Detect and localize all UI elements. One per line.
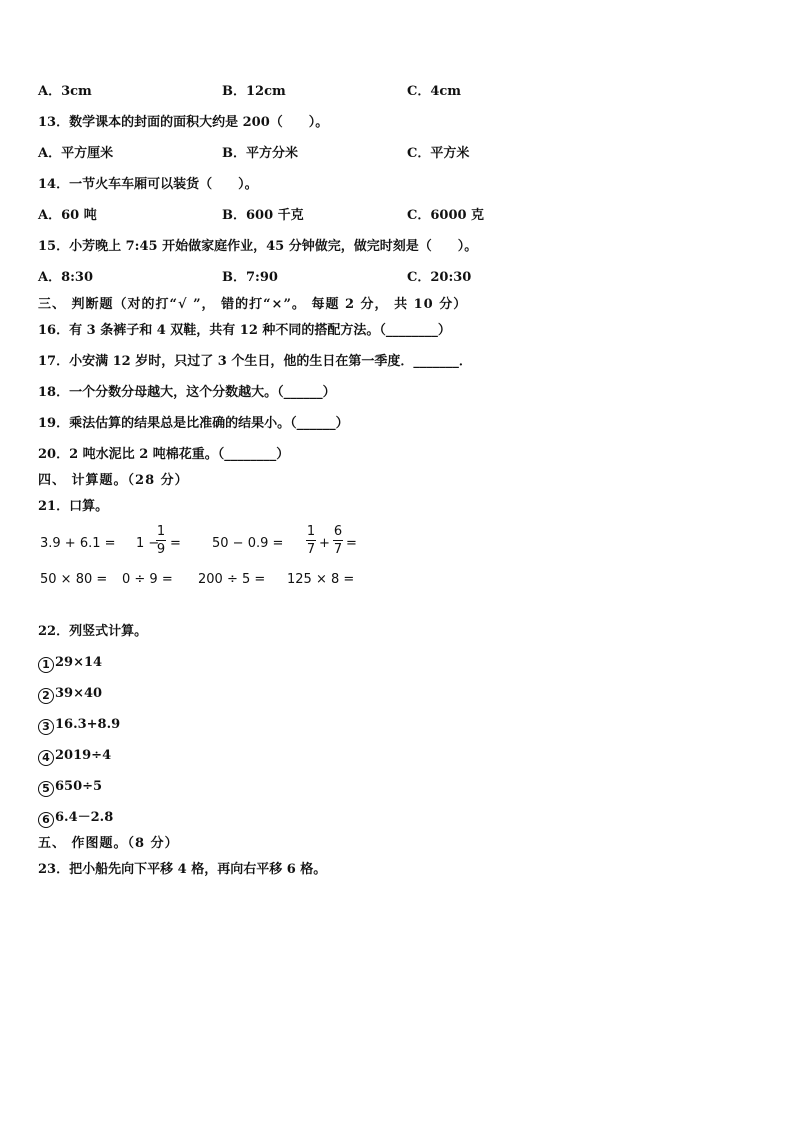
circled-number: 5 <box>38 781 54 797</box>
calc-expression: 6.4－2.8 <box>55 810 114 825</box>
expr-1-minus-prefix: 1 − <box>136 536 160 551</box>
question-17: 17．小安满 12 岁时，只过了 3 个生日，他的生日在第一季度．_______． <box>38 354 472 369</box>
plus-sign: + <box>319 536 330 551</box>
question-20: 20．2 吨水泥比 2 吨棉花重。（________） <box>38 447 290 462</box>
question-18: 18．一个分数分母越大，这个分数越大。（______） <box>38 385 336 400</box>
question-14: 14．一节火车车厢可以装货（ ）。 <box>38 177 258 192</box>
fraction-numerator: 1 <box>306 524 316 539</box>
section-3-heading: 三、 判断题（对的打“√ ”， 错的打“×”。 每题 2 分， 共 10 分） <box>38 297 468 312</box>
expr-50-minus-0.9: 50 − 0.9 = <box>212 536 284 551</box>
vertical-calc-item-5 <box>38 779 102 797</box>
expr-3.9-plus-6.1: 3.9 + 6.1 = <box>40 536 116 551</box>
circled-number: 3 <box>38 719 54 735</box>
fraction-denominator: 7 <box>333 542 343 557</box>
fraction-numerator: 1 <box>156 524 166 539</box>
fraction-bar <box>333 540 343 541</box>
circled-number: 1 <box>38 657 54 673</box>
q15-option-c: C．20:30 <box>407 270 472 285</box>
vertical-calc-item-1 <box>38 655 102 673</box>
calc-expression: 29×14 <box>55 655 103 670</box>
circled-number: 4 <box>38 750 54 766</box>
calc-expression: 39×40 <box>55 686 103 701</box>
q12-option-a: A．3cm <box>38 84 92 99</box>
circled-number: 6 <box>38 812 54 828</box>
expr-50-times-80: 50 × 80 = <box>40 572 108 587</box>
expr-125-times-8: 125 × 8 = <box>287 572 355 587</box>
q15-option-b: B．7:90 <box>222 270 278 285</box>
calc-expression: 650÷5 <box>55 779 103 794</box>
expr-200-div-5: 200 ÷ 5 = <box>198 572 266 587</box>
question-21-title: 21．口算。 <box>38 499 109 514</box>
fraction-6-7 <box>333 524 343 557</box>
calc-expression: 2019÷4 <box>55 748 112 763</box>
q12-option-b: B．12cm <box>222 84 286 99</box>
q14-option-c: C．6000 克 <box>407 208 485 223</box>
q13-option-c: C．平方米 <box>407 146 470 161</box>
q12-option-c: C．4cm <box>407 84 462 99</box>
expr-0-div-9: 0 ÷ 9 = <box>122 572 173 587</box>
vertical-calc-item-4 <box>38 748 111 766</box>
q15-option-a: A．8:30 <box>38 270 94 285</box>
expr-1-minus-equals: = <box>170 536 181 551</box>
vertical-calc-item-3 <box>38 717 120 735</box>
q14-option-a: A．60 吨 <box>38 208 97 223</box>
fraction-denominator: 7 <box>306 542 316 557</box>
calc-expression: 16.3+8.9 <box>55 717 121 732</box>
fraction-numerator: 6 <box>333 524 343 539</box>
fraction-bar <box>156 540 166 541</box>
question-22-title: 22．列竖式计算。 <box>38 624 148 639</box>
section-4-heading: 四、 计算题。（28 分） <box>38 473 189 488</box>
q14-option-b: B．600 千克 <box>222 208 304 223</box>
question-13: 13．数学课本的封面的面积大约是 200（ ）。 <box>38 115 329 130</box>
fraction-bar <box>306 540 316 541</box>
section-5-heading: 五、 作图题。（8 分） <box>38 836 179 851</box>
fraction-1-7 <box>306 524 316 557</box>
vertical-calc-item-2 <box>38 686 102 704</box>
question-16: 16．有 3 条裤子和 4 双鞋，共有 12 种不同的搭配方法。（________） <box>38 323 451 338</box>
q13-option-a: A．平方厘米 <box>38 146 114 161</box>
question-19: 19．乘法估算的结果总是比准确的结果小。（______） <box>38 416 349 431</box>
question-15: 15．小芳晚上 7:45 开始做家庭作业，45 分钟做完，做完时刻是（ ）。 <box>38 239 478 254</box>
circled-number: 2 <box>38 688 54 704</box>
q13-option-b: B．平方分米 <box>222 146 298 161</box>
fraction-denominator: 9 <box>156 542 166 557</box>
fraction-1-9 <box>156 524 166 557</box>
fraction-sum-equals: = <box>346 536 357 551</box>
question-23: 23．把小船先向下平移 4 格，再向右平移 6 格。 <box>38 862 327 877</box>
vertical-calc-item-6 <box>38 810 113 828</box>
